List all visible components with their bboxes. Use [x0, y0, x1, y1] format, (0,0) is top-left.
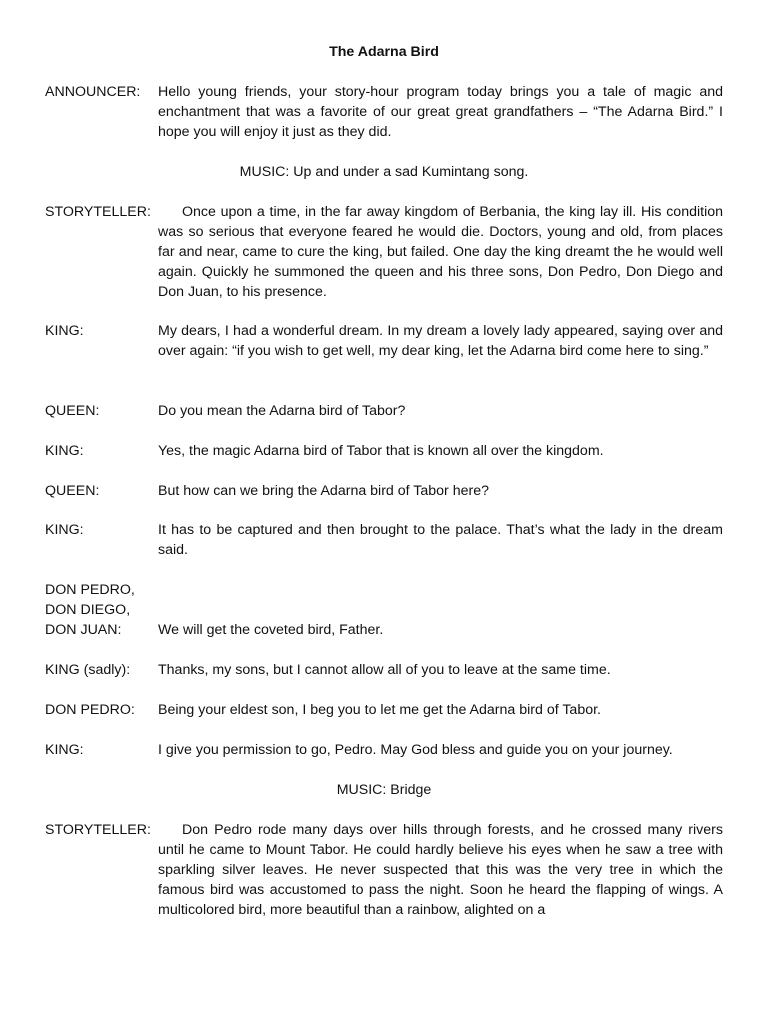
dialogue-entry-three-sons: [45, 581, 723, 641]
speaker-label: KING (sadly):: [45, 662, 131, 678]
dialogue-entry-king: [45, 442, 723, 462]
speech-text: Do you mean the Adarna bird of Tabor?: [158, 403, 406, 419]
speaker-label: KING:: [45, 522, 84, 538]
speech-text: Yes, the magic Adarna bird of Tabor that is known all over the kingdom.: [158, 443, 604, 459]
speech-text: But how can we bring the Adarna bird of Tabor here?: [158, 483, 489, 499]
speaker-label: DON PEDRO:: [45, 702, 135, 718]
dialogue-entry-king: [45, 521, 723, 561]
speech-text: Hello young friends, your story-hour program today brings you a tale of magic and enchantment that was a favorite of our great great grandfathers – “The Adarna Bird.” I hope you will enjoy it just as they did.: [158, 84, 723, 140]
speaker-label: KING:: [45, 742, 84, 758]
music-cue: MUSIC: Up and under a sad Kumintang song.: [239, 164, 529, 180]
dialogue-entry-king: [45, 322, 723, 362]
speaker-label: KING:: [45, 323, 84, 339]
dialogue-entry-don-pedro: [45, 701, 723, 721]
speech-text: Thanks, my sons, but I cannot allow all of you to leave at the same time.: [158, 662, 611, 678]
speaker-label: DON PEDRO, DON DIEGO, DON JUAN:: [45, 582, 135, 638]
speech-text: Don Pedro rode many days over hills through forests, and he crossed many rivers until he came to Mount Tabor. He could hardly believe his eyes when he saw a tree with sparkling silver leaves. He never suspected that this was the very tree in which the famous bird was accustomed to pass the night. Soon he heard the flapping of wings. A multicolored bird, more beautiful than a rainbow, alighted on a: [158, 822, 723, 918]
speech-text: I give you permission to go, Pedro. May God bless and guide you on your journey.: [158, 742, 673, 758]
document-title: The Adarna Bird: [329, 44, 439, 60]
speaker-label: KING:: [45, 443, 84, 459]
speaker-label: STORYTELLER:: [45, 822, 151, 838]
dialogue-entry-storyteller: [45, 203, 723, 303]
speaker-label: ANNOUNCER:: [45, 84, 141, 100]
dialogue-entry-announcer: [45, 83, 723, 143]
dialogue-entry-queen: [45, 402, 723, 422]
dialogue-entry-king-sadly: [45, 661, 723, 681]
dialogue-entry-queen: [45, 482, 723, 502]
speaker-label: QUEEN:: [45, 403, 100, 419]
speech-text: We will get the coveted bird, Father.: [158, 621, 384, 638]
speaker-label: STORYTELLER:: [45, 204, 151, 220]
speech-text: Being your eldest son, I beg you to let me get the Adarna bird of Tabor.: [158, 702, 601, 718]
speech-text: It has to be captured and then brought to the palace. That’s what the lady in the dream said.: [158, 522, 723, 558]
music-cue: MUSIC: Bridge: [336, 782, 432, 798]
speech-text: My dears, I had a wonderful dream. In my dream a lovely lady appeared, saying over and over again: “if you wish to get well, my dear king, let the Adarna bird come here to sing.”: [158, 323, 723, 359]
dialogue-entry-king: [45, 741, 723, 761]
speech-text: Once upon a time, in the far away kingdom of Berbania, the king lay ill. His condition was so serious that everyone feared he would die. Doctors, young and old, from places far and near, came to cure the king, but failed. One day the king dreamt the he would well again. Quickly he summoned the queen and his three sons, Don Pedro, Don Diego and Don Juan, to his presence.: [158, 204, 723, 300]
speaker-label: QUEEN:: [45, 483, 100, 499]
dialogue-entry-storyteller: [45, 821, 723, 921]
